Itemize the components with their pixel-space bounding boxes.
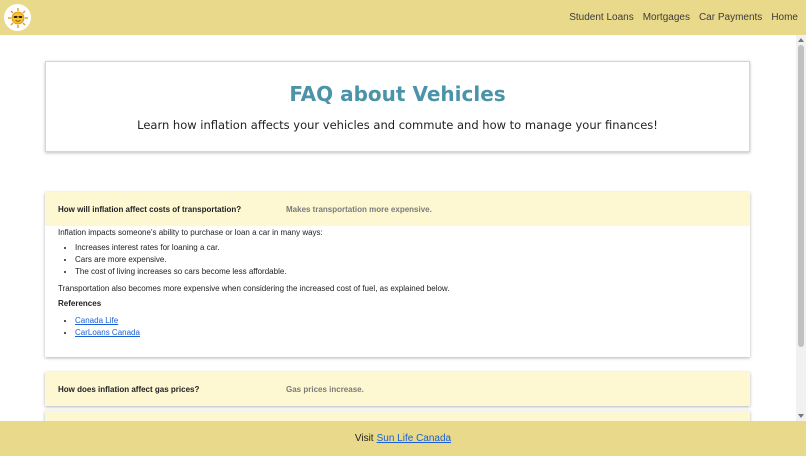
faq-item-transportation bbox=[45, 192, 750, 357]
faq-header[interactable] bbox=[45, 411, 750, 421]
faq-paragraph: Transportation also becomes more expensive when considering the increased cost of fuel, as explained below. bbox=[58, 284, 450, 293]
scrollbar[interactable] bbox=[796, 35, 806, 421]
hero-card bbox=[45, 61, 750, 152]
scroll-down-icon[interactable] bbox=[798, 414, 804, 418]
faq-question: How does inflation affect gas prices? bbox=[58, 384, 200, 394]
list-item: • Increases interest rates for loaning a car. bbox=[75, 243, 737, 252]
nav-student-loans[interactable]: Student Loans bbox=[569, 12, 634, 23]
faq-header[interactable] bbox=[45, 372, 750, 406]
sun-emoji-icon bbox=[7, 7, 29, 29]
faq-item-gas-prices bbox=[45, 372, 750, 406]
faq-intro: Inflation impacts someone's ability to purchase or loan a car in many ways: bbox=[58, 228, 323, 237]
faq-answer-summary: Makes transportation more expensive. bbox=[286, 204, 432, 214]
main-content[interactable] bbox=[0, 35, 806, 421]
nav-home[interactable]: Home bbox=[771, 12, 798, 23]
faq-points-list bbox=[58, 243, 737, 276]
footer-text: Visit bbox=[354, 433, 374, 444]
list-item: • Cars are more expensive. bbox=[75, 255, 737, 264]
scroll-up-icon[interactable] bbox=[798, 38, 804, 42]
page-title: FAQ about Vehicles bbox=[289, 82, 506, 106]
faq-body bbox=[45, 226, 750, 357]
top-navbar bbox=[0, 0, 806, 35]
list-item: • The cost of living increases so cars become less affordable. bbox=[75, 267, 737, 276]
nav-mortgages[interactable]: Mortgages bbox=[642, 12, 690, 23]
faq-answer-summary: Gas prices increase. bbox=[286, 384, 364, 394]
footer bbox=[0, 421, 806, 456]
reference-link-canada-life[interactable]: Canada Life bbox=[75, 316, 119, 325]
scrollbar-thumb[interactable] bbox=[798, 45, 804, 347]
footer-link-sun-life[interactable]: Sun Life Canada bbox=[376, 433, 452, 444]
list-item bbox=[75, 316, 737, 325]
faq-question: How will inflation affect costs of transportation? bbox=[58, 204, 242, 214]
page-subtitle: Learn how inflation affects your vehicles and commute and how to manage your finances! bbox=[137, 118, 658, 132]
faq-header[interactable] bbox=[45, 192, 750, 226]
reference-link-carloans-canada[interactable]: CarLoans Canada bbox=[75, 328, 140, 337]
faq-item-next bbox=[45, 411, 750, 421]
references-heading: References bbox=[58, 299, 102, 308]
main-nav bbox=[569, 0, 798, 35]
list-item bbox=[75, 328, 737, 337]
nav-car-payments[interactable]: Car Payments bbox=[698, 12, 763, 23]
references-list bbox=[58, 316, 737, 337]
logo[interactable] bbox=[4, 4, 31, 31]
